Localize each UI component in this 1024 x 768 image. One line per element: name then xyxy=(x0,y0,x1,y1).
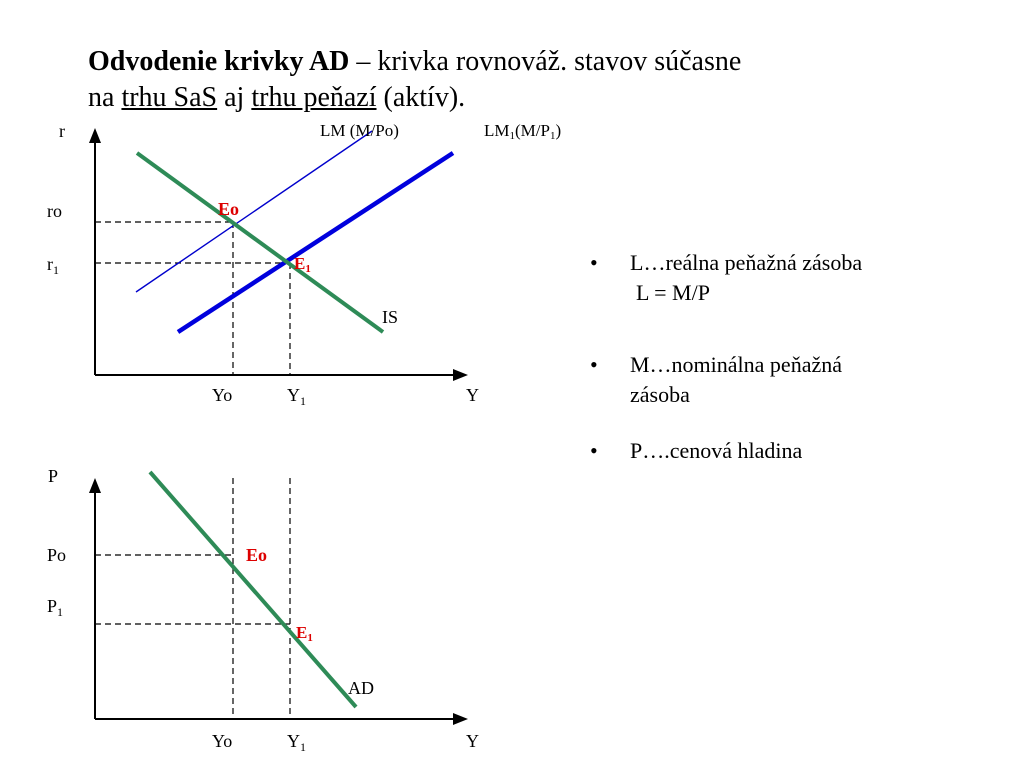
bullet-dot: • xyxy=(590,250,598,275)
r0-label: ro xyxy=(47,201,62,221)
top-e0-label: Eo xyxy=(218,199,240,219)
bottom-x-arrow xyxy=(453,713,468,725)
bottom-y1-label: $Y_1$ xyxy=(287,731,306,754)
ad-chart xyxy=(47,466,479,754)
top-y0-label: Yo xyxy=(212,385,233,405)
bullet-nominal-money xyxy=(590,350,950,410)
bullet-dot: • xyxy=(590,352,598,377)
top-e1-label: E1 xyxy=(294,254,311,275)
is-curve xyxy=(137,153,383,332)
bullet-text-cont: zásoba xyxy=(630,382,690,407)
title-line2-pre: na xyxy=(88,82,122,113)
p0-label: Po xyxy=(47,545,67,565)
title-bold: Odvodenie krivky AD xyxy=(88,46,350,77)
bullet-real-money xyxy=(590,248,950,278)
bullet-price-level xyxy=(590,436,950,466)
r1-label: $r_1$ xyxy=(47,254,59,277)
top-y-axis-label: r xyxy=(59,121,65,141)
lm1-curve xyxy=(178,153,453,332)
title-post: (aktív). xyxy=(376,82,466,113)
bottom-y0-label: Yo xyxy=(212,731,233,751)
title-link-money: trhu peňazí xyxy=(251,82,377,113)
top-x-arrow xyxy=(453,369,468,381)
title-link-sas: trhu SaS xyxy=(121,82,218,113)
top-x-axis-label: Y xyxy=(466,385,479,405)
ad-label: AD xyxy=(348,678,374,698)
bullet-sub: L = M/P xyxy=(636,280,710,305)
bullet-text: P….cenová hladina xyxy=(630,438,803,463)
title-rest: – krivka rovnováž. stavov súčasne xyxy=(349,46,742,77)
is-lm-chart xyxy=(47,121,561,408)
bullet-text: L…reálna peňažná zásoba xyxy=(630,250,863,275)
title-mid: aj xyxy=(217,82,252,113)
legend-bullets xyxy=(590,248,950,466)
bullet-dot: • xyxy=(590,438,598,463)
bottom-y-axis-label: P xyxy=(48,466,59,486)
is-label: IS xyxy=(382,307,399,327)
bottom-y-arrow xyxy=(89,478,101,493)
bottom-e1-label: E1 xyxy=(296,623,313,644)
bottom-x-axis-label: Y xyxy=(466,731,479,751)
lm1-label: LM1(M/P1) xyxy=(484,121,562,142)
ad-curve xyxy=(150,472,356,707)
bullet-text: M…nominálna peňažná xyxy=(630,352,842,377)
lm0-curve xyxy=(136,131,372,292)
top-y-arrow xyxy=(89,128,101,143)
lm0-label: LM (M/Po) xyxy=(320,121,399,140)
bottom-e0-label: Eo xyxy=(246,545,268,565)
top-y1-label: $Y_1$ xyxy=(287,385,306,408)
p1-label: $P_1$ xyxy=(47,596,64,619)
